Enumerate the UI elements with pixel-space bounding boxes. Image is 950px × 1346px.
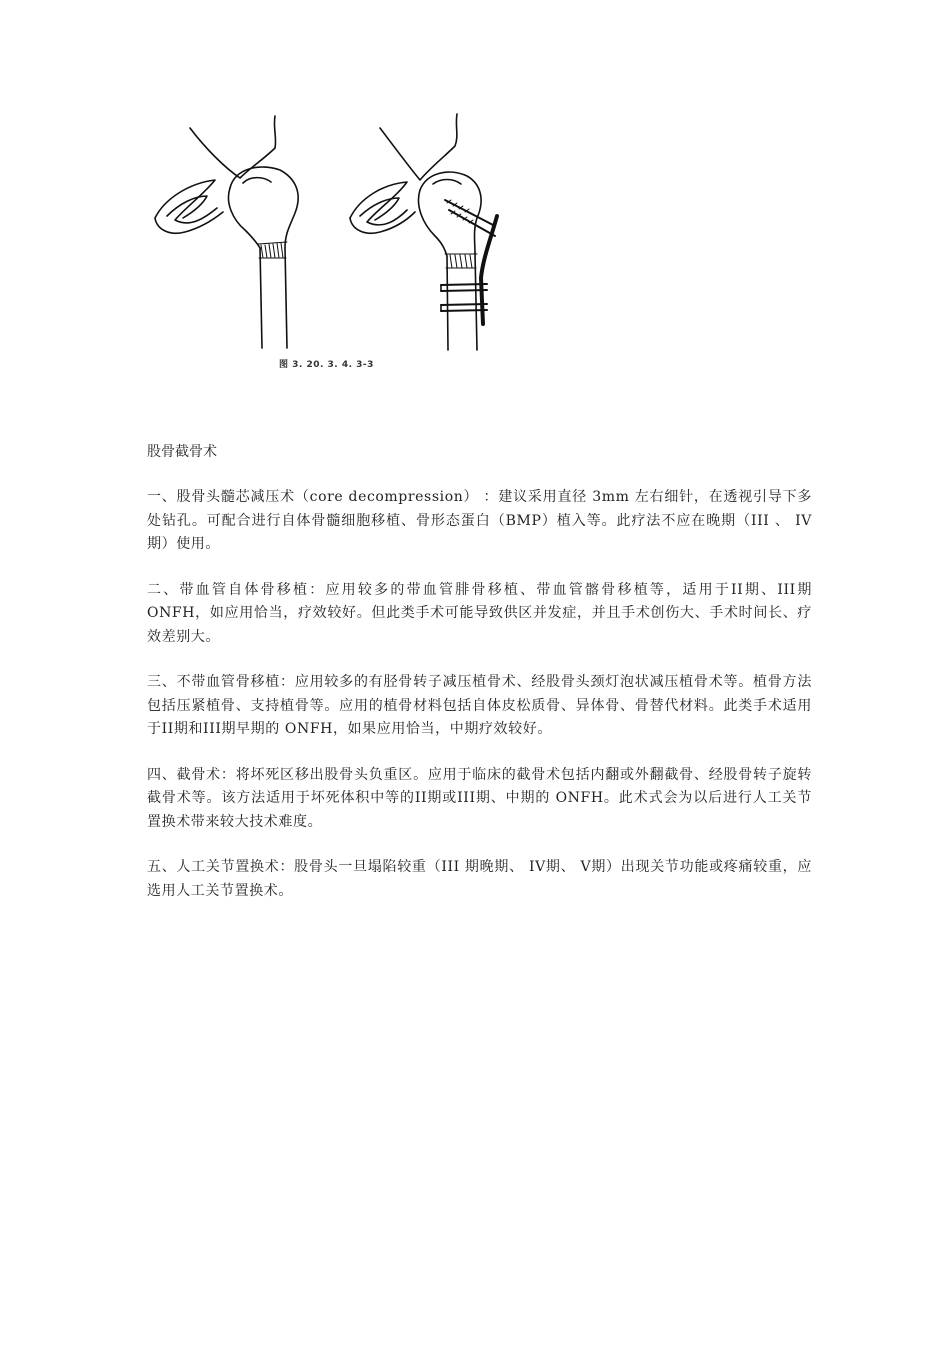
paragraph-nonvascularized-graft: 三、不带血管骨移植：应用较多的有胫骨转子减压植骨术、经股骨头颈灯泡状减压植骨术等。植骨方法包括压紧植骨、支持植骨等。应用的植骨材料包括自体皮松质骨、异体骨、骨替代材料。此类手术适用于II期和III期早期的 ONFH，如果应用恰当，中期疗效较好。 [147,674,812,737]
figure-caption: 图 3. 20. 3. 4. 3-3 [279,360,374,370]
left-hip-drawing [155,116,298,348]
paragraph-core-decompression: 一、股骨头髓芯减压术（core decompression） ：建议采用直径 3mm 左右细针，在透视引导下多处钻孔。可配合进行自体骨髓细胞移植、骨形态蛋白（BMP）植入等。此疗法不应在晚期（III 、 IV期）使用。 [147,489,812,552]
paragraph-osteotomy: 四、截骨术：将坏死区移出股骨头负重区。应用于临床的截骨术包括内翻或外翻截骨、经股骨转子旋转截骨术等。该方法适用于坏死体积中等的II期或III期、中期的 ONFH。此术式会为以后进行人工关节置换术带来较大技术难度。 [147,766,812,830]
section-heading: 股骨截骨术 [147,444,217,460]
paragraph-vascularized-graft: 二、带血管自体骨移植：应用较多的带血管腓骨移植、带血管髂骨移植等，适用于II期、III期 ONFH，如应用恰当，疗效较好。但此类手术可能导致供区并发症，并且手术创伤大、手术时间长、疗效差别大。 [147,581,812,645]
document-body [147,440,812,925]
femur-osteotomy-illustration [145,108,545,380]
right-hip-fixation-drawing [350,114,497,350]
paragraph-joint-replacement: 五、人工关节置换术：股骨头一旦塌陷较重（III 期晚期、 IV期、 V期）出现关节功能或疼痛较重，应选用人工关节置换术。 [147,859,812,899]
